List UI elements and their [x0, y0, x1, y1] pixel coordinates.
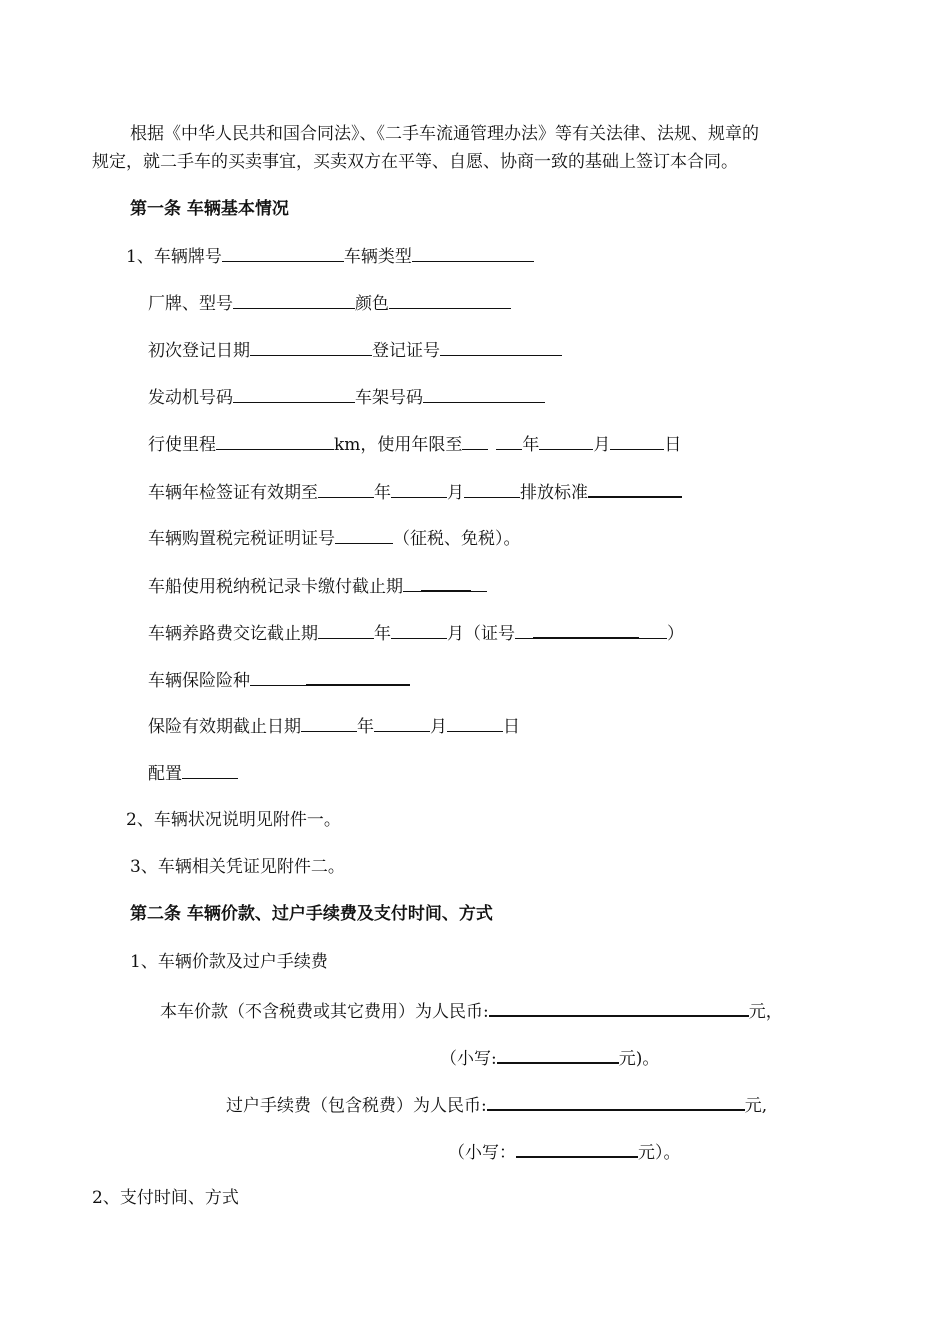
intro-line-2: 规定，就二手车的买卖事宜，买卖双方在平等、自愿、协商一致的基础上签订本合同。: [92, 152, 738, 172]
row-insurance-type: [148, 666, 410, 693]
brand-label: 厂牌、型号: [148, 294, 233, 314]
fee-label: 过户手续费（包含税费）为人民币:: [226, 1096, 487, 1116]
type-blank[interactable]: [412, 243, 534, 262]
color-label: 颜色: [355, 294, 389, 314]
life-day-label: 日: [664, 435, 682, 455]
cert-no-blank-c[interactable]: [639, 620, 667, 639]
inspection-month-blank[interactable]: [391, 479, 447, 498]
fee-yuan: 元,: [744, 1096, 768, 1116]
row-config: [148, 760, 238, 786]
row-insurance-expiry: [148, 713, 520, 739]
inspection-year-blank[interactable]: [318, 479, 374, 498]
row-purchase-tax: [148, 525, 521, 551]
price-small-open: （小写:: [440, 1049, 497, 1069]
article-1-heading: 第一条 车辆基本情况: [130, 199, 289, 219]
color-blank[interactable]: [389, 290, 511, 309]
road-fee-year-blank[interactable]: [318, 620, 374, 639]
article-1-item-2: 2、车辆状况说明见附件一。: [126, 810, 341, 830]
price-label: 本车价款（不含税费或其它费用）为人民币:: [160, 1002, 489, 1022]
cert-no-blank-a[interactable]: [515, 620, 533, 639]
life-year-blank-b[interactable]: [496, 431, 522, 450]
first-reg-label: 初次登记日期: [148, 341, 250, 361]
fee-blank[interactable]: [487, 1091, 745, 1111]
row-mileage: [148, 431, 681, 457]
life-day-blank[interactable]: [610, 431, 664, 450]
insurance-year-blank[interactable]: [301, 713, 357, 732]
engine-blank[interactable]: [233, 384, 355, 403]
frame-blank[interactable]: [423, 384, 545, 403]
inspection-month-label: 月: [447, 483, 464, 503]
insurance-type-blank-a[interactable]: [250, 667, 306, 686]
insurance-expiry-label: 保险有效期截止日期: [148, 717, 301, 737]
insurance-month-label: 月: [430, 717, 447, 737]
life-year-blank-a[interactable]: [462, 431, 488, 450]
type-label: 车辆类型: [343, 247, 412, 267]
vessel-tax-label: 车船使用税纳税记录卡缴付截止期: [148, 577, 403, 597]
inspection-day-blank[interactable]: [464, 479, 520, 498]
fee-small-open: （小写：: [448, 1143, 516, 1163]
row-plate-type: [126, 243, 534, 269]
tax-type-label: （征税、免税）。: [393, 529, 521, 549]
row-price-small: [440, 1044, 659, 1071]
intro-line-1: 根据《中华人民共和国合同法》、《二手车流通管理办法》等有关法律、法规、规章的: [130, 124, 759, 144]
item-1-prefix: 1、: [126, 247, 154, 267]
life-month-label: 月: [593, 435, 611, 455]
row-fee-small: [448, 1138, 681, 1165]
life-year-label: 年: [522, 435, 540, 455]
insurance-day-blank[interactable]: [447, 713, 503, 732]
vessel-tax-blank-b[interactable]: [421, 572, 471, 592]
road-fee-month-blank[interactable]: [391, 620, 447, 639]
insurance-year-label: 年: [357, 717, 374, 737]
road-fee-label: 车辆养路费交讫截止期: [148, 624, 318, 644]
km-text: km，使用年限至: [334, 435, 463, 455]
emission-label: 排放标准: [520, 483, 588, 503]
life-month-blank[interactable]: [539, 431, 593, 450]
road-fee-year-label: 年: [374, 624, 391, 644]
article-2-item-1: 1、车辆价款及过户手续费: [130, 952, 328, 972]
row-inspection: [148, 478, 682, 505]
row-brand-color: [148, 290, 511, 316]
frame-label: 车架号码: [355, 388, 423, 408]
vessel-tax-blank-c[interactable]: [471, 573, 487, 592]
inspection-label: 车辆年检签证有效期至: [148, 483, 318, 503]
engine-label: 发动机号码: [148, 388, 233, 408]
row-road-fee: [148, 619, 684, 646]
purchase-tax-label: 车辆购置税完税证明证号: [148, 529, 335, 549]
cert-no-blank-b[interactable]: [533, 619, 639, 639]
mileage-blank[interactable]: [216, 431, 334, 450]
insurance-month-blank[interactable]: [374, 713, 430, 732]
price-small-blank[interactable]: [497, 1044, 619, 1064]
article-2-item-2: 2、支付时间、方式: [92, 1188, 239, 1208]
row-engine-frame: [148, 384, 545, 410]
fee-small-close: 元）。: [638, 1143, 681, 1163]
vessel-tax-blank-a[interactable]: [403, 573, 421, 592]
first-reg-blank[interactable]: [250, 337, 372, 356]
config-blank[interactable]: [182, 760, 238, 779]
fee-small-blank[interactable]: [516, 1138, 638, 1158]
reg-cert-label: 登记证号: [372, 341, 440, 361]
insurance-day-label: 日: [503, 717, 520, 737]
plate-blank[interactable]: [222, 243, 344, 262]
road-fee-month-label: 月: [447, 624, 464, 644]
row-price: [160, 997, 783, 1024]
purchase-tax-blank[interactable]: [335, 525, 393, 544]
row-fee: [226, 1091, 767, 1118]
brand-blank[interactable]: [233, 290, 355, 309]
price-blank[interactable]: [489, 997, 749, 1017]
insurance-type-label: 车辆保险险种: [148, 671, 250, 691]
cert-no-open: （证号: [464, 624, 515, 644]
emission-blank[interactable]: [588, 478, 682, 498]
article-1-item-3: 3、车辆相关凭证见附件二。: [130, 857, 345, 877]
article-2-heading: 第二条 车辆价款、过户手续费及支付时间、方式: [130, 904, 493, 924]
cert-no-close: ）: [667, 624, 684, 644]
price-small-close: 元)。: [618, 1049, 660, 1069]
row-registration: [148, 337, 562, 363]
price-yuan: 元，: [748, 1002, 783, 1022]
insurance-type-blank-b[interactable]: [306, 666, 410, 686]
reg-cert-blank[interactable]: [440, 337, 562, 356]
inspection-year-label: 年: [374, 483, 391, 503]
plate-label: 车辆牌号: [153, 247, 222, 267]
mileage-label: 行使里程: [148, 435, 216, 455]
config-label: 配置: [148, 764, 182, 784]
row-vessel-tax: [148, 572, 487, 599]
